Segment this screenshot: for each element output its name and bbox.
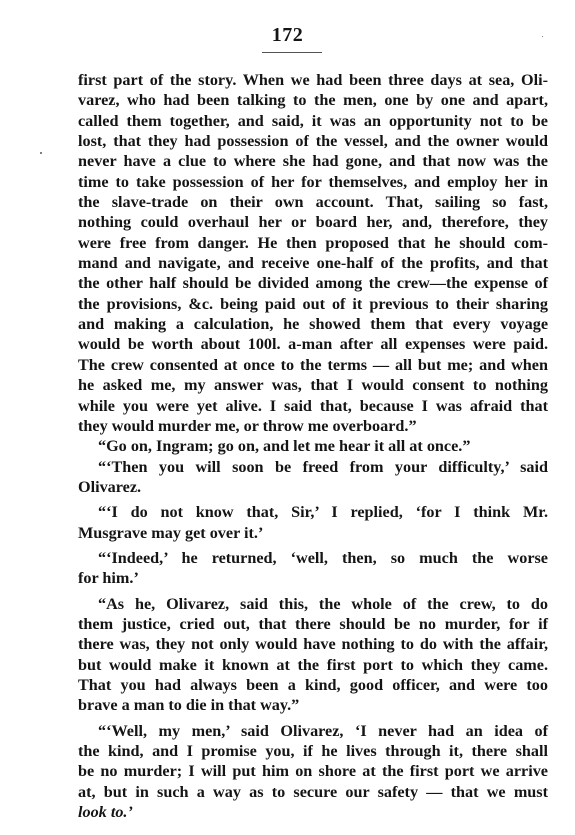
- scan-speck: [542, 36, 543, 37]
- text-line: but would make it known at the first port to which they came.: [78, 655, 548, 674]
- text-line: “Go on, Ingram; go on, and let me hear it all at once.”: [98, 437, 471, 456]
- text-line: never have a clue to where she had gone, and that now was the: [78, 152, 548, 171]
- text-line: the provisions, &c. being paid out of it previous to their sharing: [78, 294, 548, 313]
- text-line: “As he, Olivarez, said this, the whole of the crew, to do: [98, 594, 548, 613]
- text-line: the slave-trade on their own account. That, sailing so fast,: [78, 193, 548, 212]
- text-line: time to take possession of her for themselves, and employ her in: [78, 172, 548, 191]
- text-line: the other half should be divided among the crew—the expense of: [78, 274, 548, 293]
- text-line: mand and navigate, and receive one-half of the profits, and that: [78, 254, 548, 273]
- header-rule: [262, 52, 322, 53]
- text-line: That you had always been a kind, good officer, and were too: [78, 675, 548, 694]
- text-line: “‘Then you will soon be freed from your difficulty,’ said: [98, 457, 548, 476]
- text-line: for him.’: [78, 569, 139, 588]
- text-line: would be worth about 100l. a-man after all expenses were paid.: [78, 335, 548, 354]
- text-line: brave a man to die in that way.”: [78, 696, 300, 715]
- text-line: and making a calculation, he showed them that every voyage: [78, 315, 548, 334]
- text-line: they would murder me, or throw me overboard.”: [78, 416, 417, 435]
- scan-speck: [40, 152, 42, 154]
- text-line: the kind, and I promise you, if he lives through it, there shall: [78, 742, 548, 760]
- text-line: The crew consented at once to the terms — all but me; and when: [78, 355, 548, 374]
- text-line: Musgrave may get over it.’: [78, 523, 264, 542]
- text-line: Olivarez.: [78, 477, 142, 496]
- text-line: look to.’: [78, 803, 133, 822]
- text-line: lost, that they had possession of the vessel, and the owner would: [78, 132, 548, 151]
- page-number: 172: [271, 24, 304, 46]
- body-text: [78, 70, 548, 822]
- text-line: varez, who had been talking to the men, one by one and apart,: [78, 91, 548, 110]
- text-line: at, but in such a way as to secure our safety — that we must: [78, 782, 548, 801]
- text-line: there was, they not only would have nothing to do with the affair,: [78, 635, 548, 654]
- text-line: “‘Well, my men,’ said Olivarez, ‘I never had an idea of: [98, 721, 548, 740]
- text-line: “‘I do not know that, Sir,’ I replied, ‘for I think Mr.: [98, 503, 548, 522]
- text-line: first part of the story. When we had been three days at sea, Oli-: [78, 71, 548, 89]
- text-line: he asked me, my answer was, that I would consent to nothing: [78, 376, 548, 395]
- text-line: nothing could overhaul her or board her, and, therefore, they: [78, 213, 548, 232]
- text-line: were free from danger. He then proposed that he should com-: [78, 233, 548, 252]
- text-line: be no murder; I will put him on shore at the first port we arrive: [78, 762, 548, 781]
- text-line: called them together, and said, it was an opportunity not to be: [78, 111, 548, 130]
- text-line: “‘Indeed,’ he returned, ‘well, then, so much the worse: [98, 548, 548, 567]
- text-line: while you were yet alive. I said that, because I was afraid that: [78, 396, 548, 415]
- text-line: them justice, cried out, that there should be no murder, for if: [78, 614, 548, 633]
